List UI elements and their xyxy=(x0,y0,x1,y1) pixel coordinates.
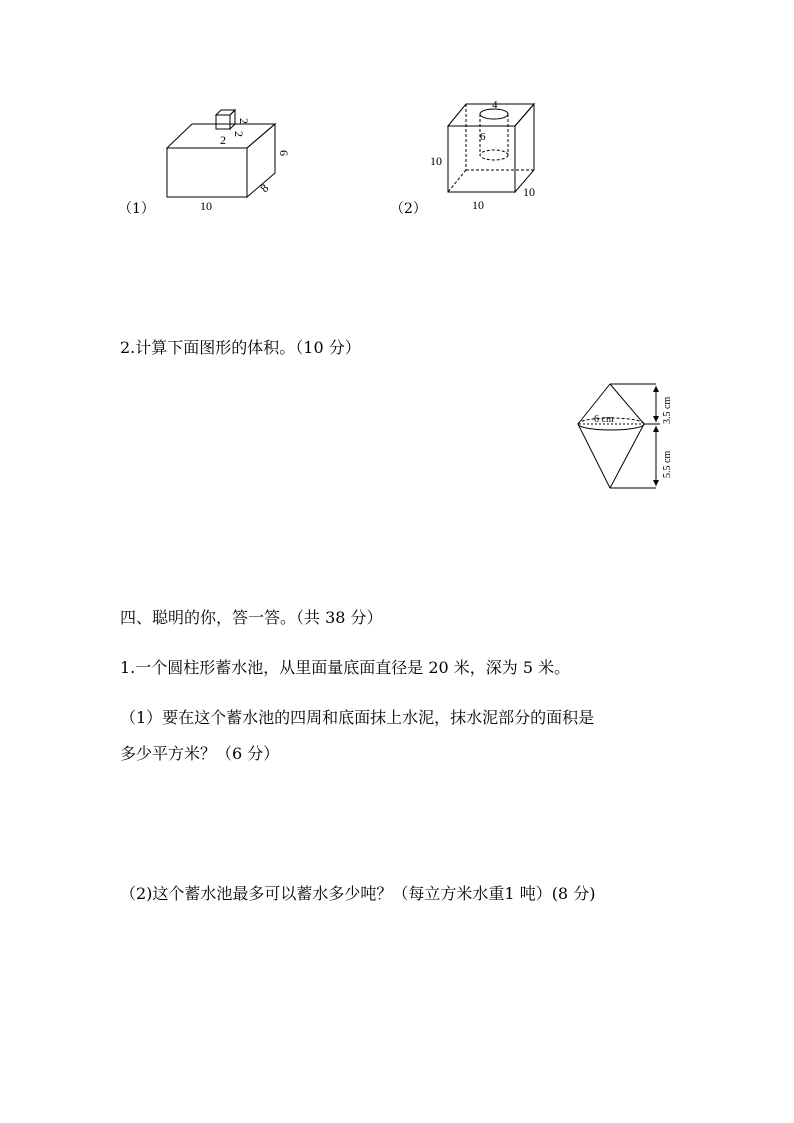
cube-with-cylinder-hole-figure xyxy=(420,98,560,218)
dim-cyl-depth: 6 xyxy=(480,131,486,143)
section-4-heading: 四、聪明的你，答一答。（共 38 分） xyxy=(120,608,383,627)
dim-diameter: 6 cm xyxy=(594,414,614,425)
dim-cube-side: 2 xyxy=(232,131,246,137)
dim-cube-bottom: 2 xyxy=(220,133,226,147)
dim-height: 6 xyxy=(277,150,291,156)
figure-2 xyxy=(420,98,560,222)
dim-depth: 8 xyxy=(257,180,272,196)
figure-1-label: （1） xyxy=(118,201,155,217)
cuboid-front xyxy=(167,148,247,197)
dim-length: 10 xyxy=(472,198,484,212)
question-2-text: 2.计算下面图形的体积。（10 分） xyxy=(120,338,361,357)
dim-bottom-height: 5.5 cm xyxy=(662,450,673,478)
dim-top-height: 3.5 cm xyxy=(662,396,673,424)
dim-cyl-diameter: 4 xyxy=(492,99,498,111)
cube-right xyxy=(515,104,534,192)
subquestion-1-line-2: 多少平方米？（6 分） xyxy=(120,744,280,763)
dim-cube-top: 2 xyxy=(237,118,251,124)
dim-height: 10 xyxy=(430,154,442,168)
cube-top xyxy=(448,104,534,126)
small-cube-right xyxy=(230,110,235,129)
dim-length: 10 xyxy=(200,199,212,213)
subquestion-1-line-1: （1）要在这个蓄水池的四周和底面抹上水泥，抹水泥部分的面积是 xyxy=(120,708,595,727)
figure-2-label: （2） xyxy=(390,201,427,217)
subquestion-2: （2)这个蓄水池最多可以蓄水多少吨？（每立方米水重1 吨）(8 分) xyxy=(120,884,596,903)
double-cone-figure xyxy=(570,378,680,502)
section-4-question-1: 1.一个圆柱形蓄水池，从里面量底面直径是 20 米，深为 5 米。 xyxy=(120,658,571,677)
small-cube-front xyxy=(216,115,230,129)
dim-depth: 10 xyxy=(523,185,535,199)
